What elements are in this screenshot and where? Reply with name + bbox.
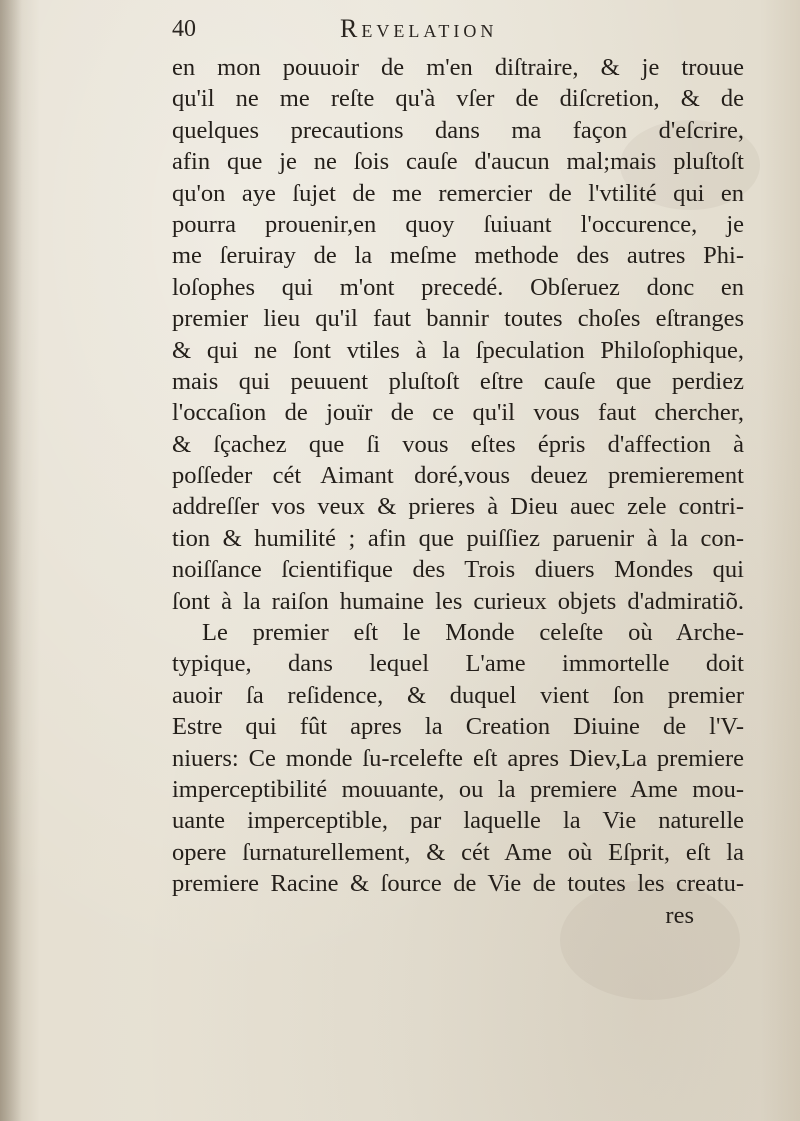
text-line: noiſſance ſcientifique des Trois diuers Mondes qui [172, 556, 744, 584]
text-line: loſophes qui m'ont precedé. Obſeruez donc en [172, 273, 744, 301]
body-text [172, 52, 744, 931]
text-line: premiere Racine & ſource de Vie de toutes les creatu- [172, 870, 744, 898]
text-line: poſſeder cét Aimant doré,vous deuez premierement [172, 462, 744, 490]
text-line: mais qui peuuent pluſtoſt eſtre cauſe que perdiez [172, 367, 744, 395]
text-line: addreſſer vos veux & prieres à Dieu auec zele contri- [172, 493, 744, 521]
text-line: Estre qui fût apres la Creation Diuine de l'V- [172, 713, 744, 741]
binding-shadow [0, 0, 22, 1121]
text-line: premier lieu qu'il faut bannir toutes choſes eſtranges [172, 305, 744, 333]
text-line: auoir ſa reſidence, & duquel vient ſon premier [172, 681, 744, 709]
paragraph-start-line: Le premier eſt le Monde celeſte où Arche- [202, 619, 744, 647]
text-line: me ſeruiray de la meſme methode des autres Phi- [172, 242, 744, 270]
text-line: l'occaſion de jouïr de ce qu'il vous faut chercher, [172, 399, 744, 427]
text-line: en mon pouuoir de m'en diſtraire, & je trouue [172, 54, 744, 81]
page-number: 40 [172, 16, 196, 42]
text-line: typique, dans lequel L'ame immortelle doit [172, 650, 744, 678]
catchword: res [665, 901, 694, 929]
text-line: qu'on aye ſujet de me remercier de l'vtilité qui en [172, 179, 744, 207]
text-line: tion & humilité ; afin que puiſſiez paruenir à la con- [172, 524, 744, 552]
text-line: qu'il ne me reſte qu'à vſer de diſcretion, & de [172, 85, 744, 113]
text-line: uante imperceptible, par laquelle la Vie naturelle [172, 807, 744, 835]
text-line: quelques precautions dans ma façon d'eſcrire, [172, 116, 744, 144]
text-line: & qui ne ſont vtiles à la ſpeculation Philoſophique, [172, 336, 744, 364]
text-line: niuers: Ce monde ſu-rcelefte eſt apres Diev,La premiere [172, 744, 744, 772]
page-header [172, 14, 732, 48]
running-title: Revelation [340, 14, 498, 43]
text-line: afin que je ne ſois cauſe d'aucun mal;mais pluſtoſt [172, 148, 744, 176]
text-line: imperceptibilité mouuante, ou la premiere Ame mou- [172, 775, 744, 803]
text-line: pourra prouenir,en quoy ſuiuant l'occurence, je [172, 210, 744, 238]
text-line: opere ſurnaturellement, & cét Ame où Eſprit, eſt la [172, 838, 744, 866]
text-line: ſont à la raiſon humaine les curieux objets d'admiratiõ. [172, 587, 744, 615]
text-line: & ſçachez que ſi vous eſtes épris d'affection à [172, 430, 744, 458]
